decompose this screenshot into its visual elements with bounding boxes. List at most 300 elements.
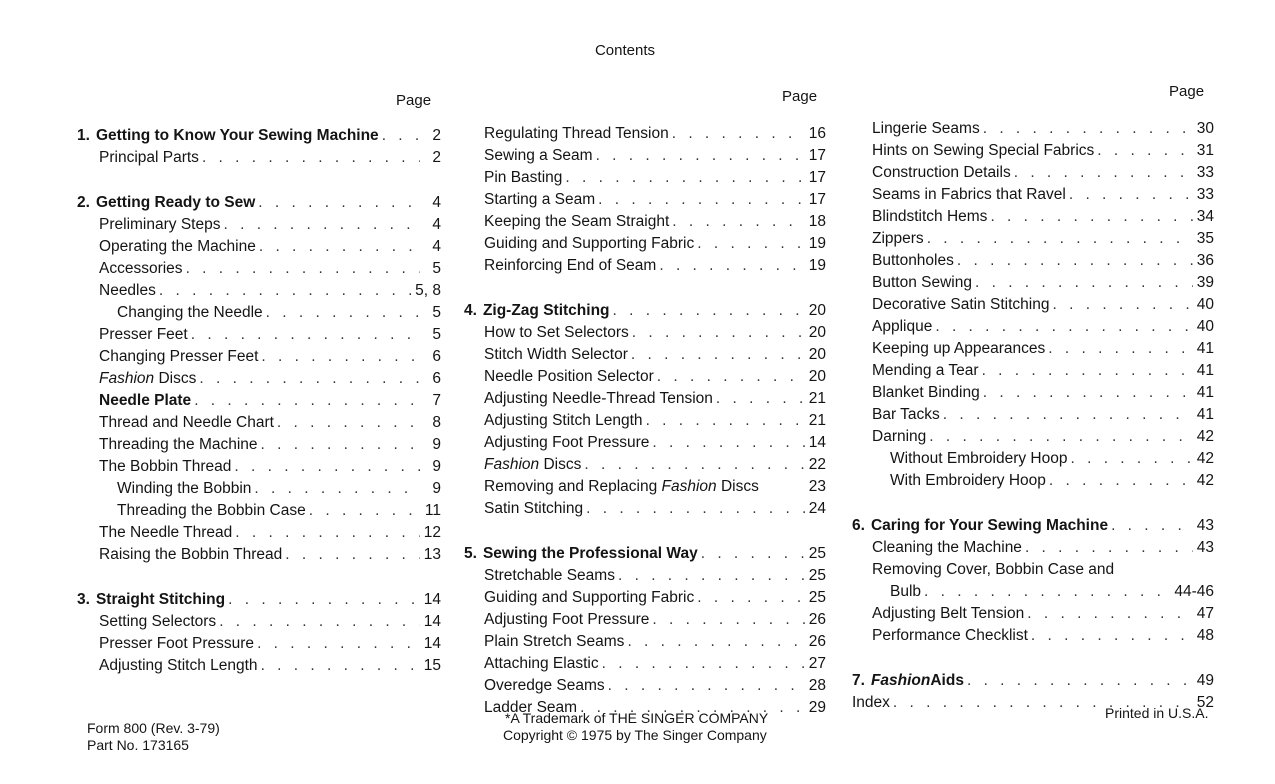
dot-leader bbox=[565, 168, 805, 187]
entry-title bbox=[96, 590, 225, 609]
entry-title bbox=[464, 477, 759, 496]
page-number: 8 bbox=[432, 414, 441, 431]
toc-entry bbox=[77, 454, 441, 476]
entry-title-part: Adjusting Stitch Length bbox=[484, 412, 643, 429]
entry-title bbox=[871, 516, 1108, 535]
page-number: 30 bbox=[1196, 120, 1214, 137]
dot-leader bbox=[258, 193, 420, 212]
page-number: 39 bbox=[1196, 274, 1214, 291]
toc-entry bbox=[464, 452, 826, 474]
dot-leader bbox=[1048, 339, 1193, 358]
page-number: 6 bbox=[432, 348, 441, 365]
page-number: 35 bbox=[1196, 230, 1214, 247]
toc-column-2 bbox=[464, 121, 826, 717]
toc-entry bbox=[77, 609, 441, 631]
entry-title bbox=[464, 389, 713, 408]
page-number: 16 bbox=[808, 125, 826, 142]
printed-in-note: Printed in U.S.A. bbox=[1105, 705, 1209, 721]
toc-entry bbox=[464, 121, 826, 143]
toc-column-1 bbox=[77, 123, 441, 675]
dot-leader bbox=[927, 229, 1193, 248]
page-number: 26 bbox=[808, 611, 826, 628]
form-number: Form 800 (Rev. 3-79) bbox=[87, 720, 220, 736]
toc-entry bbox=[77, 234, 441, 256]
entry-title bbox=[464, 124, 669, 143]
section-number: 3. bbox=[77, 591, 90, 608]
dot-leader bbox=[613, 301, 805, 320]
page-number: 19 bbox=[808, 235, 826, 252]
entry-title-part: Needles bbox=[99, 282, 156, 299]
entry-title bbox=[464, 455, 581, 474]
entry-title-part: Adjusting Belt Tension bbox=[872, 605, 1025, 622]
entry-title bbox=[77, 545, 282, 564]
entry-title-part: Needle Plate bbox=[99, 392, 192, 409]
entry-title bbox=[852, 207, 987, 226]
entry-title bbox=[852, 251, 954, 270]
entry-title-part: Starting a Seam bbox=[484, 191, 596, 208]
entry-title bbox=[464, 632, 624, 651]
toc-entry bbox=[852, 557, 1214, 579]
page-number: 14 bbox=[808, 434, 826, 451]
page-number: 40 bbox=[1196, 296, 1214, 313]
entry-title-part: Preliminary Steps bbox=[99, 216, 221, 233]
entry-title-part: Needle Position Selector bbox=[484, 368, 654, 385]
entry-title bbox=[852, 163, 1011, 182]
page-number: 4 bbox=[432, 194, 441, 211]
dot-leader bbox=[228, 590, 420, 609]
toc-entry bbox=[464, 143, 826, 165]
entry-title bbox=[464, 566, 615, 585]
dot-leader bbox=[982, 361, 1193, 380]
toc-entry bbox=[77, 410, 441, 432]
entry-title bbox=[852, 693, 890, 712]
page-number: 17 bbox=[808, 191, 826, 208]
section-number: 7. bbox=[852, 672, 865, 689]
toc-entry bbox=[464, 253, 826, 275]
page-number: 47 bbox=[1196, 605, 1214, 622]
entry-title bbox=[852, 626, 1028, 645]
dot-leader bbox=[598, 190, 805, 209]
toc-entry bbox=[77, 145, 441, 167]
toc-entry bbox=[464, 342, 826, 364]
dot-leader bbox=[608, 676, 805, 695]
toc-entry bbox=[852, 579, 1214, 601]
dot-leader bbox=[943, 405, 1193, 424]
page-number: 6 bbox=[432, 370, 441, 387]
entry-title bbox=[77, 457, 231, 476]
toc-entry bbox=[77, 498, 441, 520]
page-number: 2 bbox=[432, 149, 441, 166]
entry-title-part: Decorative Satin Stitching bbox=[872, 296, 1050, 313]
entry-title-part: Fashion bbox=[484, 456, 540, 473]
entry-title-part: The Bobbin Thread bbox=[99, 458, 232, 475]
dot-leader bbox=[382, 126, 420, 145]
entry-title-part: The Needle Thread bbox=[99, 524, 233, 541]
entry-title bbox=[464, 190, 595, 209]
entry-title-part: Zig-Zag Stitching bbox=[482, 302, 610, 319]
entry-title bbox=[77, 413, 274, 432]
entry-title bbox=[852, 383, 980, 402]
toc-entry bbox=[464, 386, 826, 408]
entry-title-part: Fashion bbox=[870, 672, 931, 689]
entry-title-part: Buttonholes bbox=[872, 252, 954, 269]
entry-title-part: Presser Feet bbox=[99, 326, 188, 343]
toc-entry bbox=[77, 300, 441, 322]
dot-leader bbox=[234, 457, 420, 476]
entry-title bbox=[77, 501, 306, 520]
dot-leader bbox=[631, 345, 805, 364]
toc-entry bbox=[852, 380, 1214, 402]
dot-leader bbox=[983, 119, 1193, 138]
entry-title bbox=[483, 301, 610, 320]
entry-title bbox=[852, 449, 1067, 468]
entry-title bbox=[464, 411, 643, 430]
entry-title bbox=[464, 588, 694, 607]
page-number: 9 bbox=[432, 458, 441, 475]
entry-title-part: Satin Stitching bbox=[484, 500, 584, 517]
entry-title-part: Button Sewing bbox=[872, 274, 972, 291]
toc-entry bbox=[77, 278, 441, 300]
toc-entry bbox=[77, 256, 441, 278]
toc-entry bbox=[77, 123, 441, 145]
entry-title bbox=[77, 347, 258, 366]
page-number: 25 bbox=[808, 545, 826, 562]
entry-title bbox=[77, 369, 196, 388]
page-number: 41 bbox=[1196, 406, 1214, 423]
entry-title-part: Raising the Bobbin Thread bbox=[99, 546, 283, 563]
page-number: 24 bbox=[808, 500, 826, 517]
section-number: 1. bbox=[77, 127, 90, 144]
entry-title-part: Thread and Needle Chart bbox=[99, 414, 274, 431]
dot-leader bbox=[261, 656, 420, 675]
toc-entry bbox=[464, 165, 826, 187]
toc-entry bbox=[77, 542, 441, 564]
page-number: 49 bbox=[1196, 672, 1214, 689]
toc-entry bbox=[464, 629, 826, 651]
dot-leader bbox=[975, 273, 1193, 292]
entry-title-part: Threading the Bobbin Case bbox=[117, 502, 306, 519]
page-number: 25 bbox=[808, 567, 826, 584]
toc-entry bbox=[464, 209, 826, 231]
toc-entry bbox=[77, 631, 441, 653]
toc-entry bbox=[464, 474, 826, 496]
page-number: 41 bbox=[1196, 340, 1214, 357]
entry-title-part: Operating the Machine bbox=[99, 238, 256, 255]
dot-leader bbox=[202, 148, 420, 167]
entry-title-part: Fashion bbox=[661, 478, 717, 495]
entry-title-part: Lingerie Seams bbox=[872, 120, 980, 137]
toc-entry bbox=[464, 607, 826, 629]
dot-leader bbox=[672, 212, 805, 231]
page-number: 25 bbox=[808, 589, 826, 606]
entry-title bbox=[77, 435, 258, 454]
page-number: 26 bbox=[808, 633, 826, 650]
dot-leader bbox=[235, 523, 420, 542]
page-number: 4 bbox=[432, 238, 441, 255]
page-number: 14 bbox=[423, 635, 441, 652]
toc-entry bbox=[77, 587, 441, 609]
toc-entry bbox=[464, 563, 826, 585]
page-number: 20 bbox=[808, 346, 826, 363]
page-number: 48 bbox=[1196, 627, 1214, 644]
toc-entry bbox=[77, 476, 441, 498]
page-number: 29 bbox=[808, 699, 826, 716]
page-number: 33 bbox=[1196, 186, 1214, 203]
entry-title-part: Index bbox=[852, 694, 890, 711]
entry-title bbox=[852, 317, 932, 336]
entry-title bbox=[852, 273, 972, 292]
page-number: 5 bbox=[432, 304, 441, 321]
toc-entry bbox=[77, 322, 441, 344]
entry-title-part: Keeping up Appearances bbox=[872, 340, 1046, 357]
page-number: 4 bbox=[432, 216, 441, 233]
section-number: 5. bbox=[464, 545, 477, 562]
section-number: 6. bbox=[852, 517, 865, 534]
entry-title bbox=[77, 479, 251, 498]
entry-title bbox=[852, 560, 1114, 579]
entry-title bbox=[77, 325, 188, 344]
entry-title-part: Darning bbox=[872, 428, 927, 445]
entry-title-part: Fashion bbox=[99, 370, 155, 387]
dot-leader bbox=[266, 303, 420, 322]
entry-title bbox=[464, 499, 583, 518]
entry-title bbox=[77, 523, 232, 542]
entry-title-part: Adjusting Foot Pressure bbox=[484, 434, 650, 451]
page-number: 43 bbox=[1196, 517, 1214, 534]
dot-leader bbox=[1027, 604, 1193, 623]
entry-title bbox=[852, 141, 1094, 160]
dot-leader bbox=[1014, 163, 1193, 182]
dot-leader bbox=[1049, 471, 1193, 490]
entry-title-part: Accessories bbox=[99, 260, 183, 277]
entry-title-part: Straight Stitching bbox=[95, 591, 226, 608]
dot-leader bbox=[257, 634, 420, 653]
entry-title bbox=[464, 345, 628, 364]
entry-title bbox=[464, 234, 694, 253]
dot-leader bbox=[254, 479, 420, 498]
entry-title bbox=[852, 538, 1022, 557]
entry-title-part: Adjusting Foot Pressure bbox=[484, 611, 650, 628]
entry-title-part: Blindstitch Hems bbox=[872, 208, 988, 225]
dot-leader bbox=[219, 612, 420, 631]
page-number: 5 bbox=[432, 260, 441, 277]
dot-leader bbox=[618, 566, 805, 585]
dot-leader bbox=[935, 317, 1193, 336]
page-number: 17 bbox=[808, 169, 826, 186]
entry-title bbox=[77, 281, 156, 300]
dot-leader bbox=[924, 582, 1171, 601]
toc-entry bbox=[464, 496, 826, 518]
section-number: 4. bbox=[464, 302, 477, 319]
page-number: 15 bbox=[423, 657, 441, 674]
entry-title-part: Bulb bbox=[890, 583, 922, 600]
entry-title bbox=[483, 544, 698, 563]
page-number: 33 bbox=[1196, 164, 1214, 181]
entry-title bbox=[871, 671, 964, 690]
toc-entry bbox=[464, 320, 826, 342]
dot-leader bbox=[701, 544, 805, 563]
entry-title-part: Removing and Replacing bbox=[484, 478, 662, 495]
part-number: Part No. 173165 bbox=[87, 737, 189, 753]
toc-entry bbox=[852, 402, 1214, 424]
toc-entry bbox=[77, 653, 441, 675]
dot-leader bbox=[261, 435, 420, 454]
dot-leader bbox=[716, 389, 805, 408]
dot-leader bbox=[1111, 516, 1193, 535]
entry-title bbox=[852, 471, 1046, 490]
toc-entry bbox=[77, 520, 441, 542]
toc-entry bbox=[464, 231, 826, 253]
entry-title-part: Discs bbox=[539, 456, 582, 473]
entry-title bbox=[464, 323, 629, 342]
dot-leader bbox=[277, 413, 420, 432]
entry-title bbox=[852, 405, 940, 424]
dot-leader bbox=[1025, 538, 1193, 557]
page-number: 11 bbox=[424, 502, 441, 519]
entry-title-part: Adjusting Needle-Thread Tension bbox=[484, 390, 713, 407]
toc-entry bbox=[852, 226, 1214, 248]
page-number: 43 bbox=[1196, 539, 1214, 556]
toc-entry bbox=[852, 160, 1214, 182]
dot-leader bbox=[646, 411, 805, 430]
entry-title bbox=[852, 185, 1066, 204]
page-number: 12 bbox=[423, 524, 441, 541]
entry-title-part: Overedge Seams bbox=[484, 677, 605, 694]
toc-entry bbox=[464, 364, 826, 386]
entry-title-part: Getting to Know Your Sewing Machine bbox=[95, 127, 379, 144]
dot-leader bbox=[659, 256, 805, 275]
dot-leader bbox=[957, 251, 1193, 270]
page-number: 14 bbox=[423, 613, 441, 630]
page-number: 23 bbox=[808, 478, 826, 495]
entry-title-part: Sewing a Seam bbox=[484, 147, 593, 164]
toc-entry bbox=[852, 116, 1214, 138]
entry-title bbox=[77, 303, 263, 322]
dot-leader bbox=[1097, 141, 1193, 160]
entry-title-part: Discs bbox=[154, 370, 197, 387]
page-number: 41 bbox=[1196, 362, 1214, 379]
dot-leader bbox=[199, 369, 420, 388]
toc-entry bbox=[852, 623, 1214, 645]
entry-title bbox=[464, 676, 605, 695]
entry-title-part: Mending a Tear bbox=[872, 362, 979, 379]
dot-leader bbox=[285, 545, 420, 564]
dot-leader bbox=[697, 588, 805, 607]
entry-title-part: Plain Stretch Seams bbox=[484, 633, 625, 650]
entry-title bbox=[77, 215, 220, 234]
dot-leader bbox=[983, 383, 1193, 402]
dot-leader bbox=[261, 347, 420, 366]
page-column-heading: Page bbox=[1169, 83, 1205, 100]
entry-title-part: Principal Parts bbox=[99, 149, 199, 166]
entry-title bbox=[77, 237, 256, 256]
page-number: 34 bbox=[1196, 208, 1214, 225]
entry-title bbox=[77, 148, 199, 167]
dot-leader bbox=[657, 367, 805, 386]
page-column-heading: Page bbox=[782, 88, 818, 105]
page-number: 20 bbox=[808, 302, 826, 319]
entry-title-part: Guiding and Supporting Fabric bbox=[484, 235, 695, 252]
page-number: 2 bbox=[432, 127, 441, 144]
entry-title bbox=[852, 339, 1045, 358]
dot-leader bbox=[652, 610, 805, 629]
entry-title-part: Reinforcing End of Seam bbox=[484, 257, 657, 274]
page-number: 36 bbox=[1196, 252, 1214, 269]
page-number: 21 bbox=[808, 412, 826, 429]
toc-entry bbox=[852, 424, 1214, 446]
toc-entry bbox=[852, 513, 1214, 535]
dot-leader bbox=[1070, 449, 1193, 468]
entry-title-part: Discs bbox=[716, 478, 759, 495]
toc-entry bbox=[464, 541, 826, 563]
toc-entry bbox=[464, 430, 826, 452]
toc-column-3 bbox=[852, 116, 1214, 712]
entry-title-part: Blanket Binding bbox=[872, 384, 980, 401]
entry-title-part: Aids bbox=[930, 672, 964, 689]
page-number: 42 bbox=[1196, 472, 1214, 489]
dot-leader bbox=[586, 499, 805, 518]
entry-title bbox=[464, 256, 656, 275]
entry-title-part: Adjusting Stitch Length bbox=[99, 657, 258, 674]
entry-title-part: Caring for Your Sewing Machine bbox=[870, 517, 1109, 534]
dot-leader bbox=[697, 234, 805, 253]
copyright-note: Copyright © 1975 by The Singer Company bbox=[503, 727, 767, 743]
page-number: 31 bbox=[1196, 142, 1214, 159]
entry-title-part: Keeping the Seam Straight bbox=[484, 213, 670, 230]
entry-title bbox=[852, 582, 921, 601]
toc-entry bbox=[852, 446, 1214, 468]
entry-title-part: Bar Tacks bbox=[872, 406, 940, 423]
dot-leader bbox=[259, 237, 420, 256]
page-number: 27 bbox=[808, 655, 826, 672]
entry-title bbox=[77, 391, 191, 410]
dot-leader bbox=[990, 207, 1193, 226]
toc-entry bbox=[464, 651, 826, 673]
entry-title bbox=[464, 654, 599, 673]
entry-title bbox=[852, 295, 1049, 314]
page-number: 9 bbox=[432, 480, 441, 497]
page-number: 5, 8 bbox=[415, 282, 441, 299]
toc-entry bbox=[77, 190, 441, 212]
toc-entry bbox=[852, 468, 1214, 490]
toc-entry bbox=[77, 388, 441, 410]
entry-title bbox=[852, 604, 1024, 623]
entry-title-part: Construction Details bbox=[872, 164, 1011, 181]
entry-title-part: Hints on Sewing Special Fabrics bbox=[872, 142, 1095, 159]
page-number: 21 bbox=[808, 390, 826, 407]
entry-title-part: Threading the Machine bbox=[99, 436, 258, 453]
dot-leader bbox=[1069, 185, 1193, 204]
toc-entry bbox=[464, 673, 826, 695]
page-number: 7 bbox=[432, 392, 441, 409]
entry-title bbox=[464, 146, 593, 165]
entry-title-part: Seams in Fabrics that Ravel bbox=[872, 186, 1066, 203]
toc-entry bbox=[852, 314, 1214, 336]
toc-entry bbox=[852, 248, 1214, 270]
entry-title-part: Applique bbox=[872, 318, 933, 335]
page-number: 42 bbox=[1196, 428, 1214, 445]
entry-title-part: Without Embroidery Hoop bbox=[890, 450, 1068, 467]
entry-title bbox=[464, 610, 649, 629]
toc-entry bbox=[77, 432, 441, 454]
page-column-heading: Page bbox=[396, 92, 432, 109]
entry-title-part: Sewing the Professional Way bbox=[482, 545, 698, 562]
entry-title bbox=[96, 193, 255, 212]
entry-title-part: Guiding and Supporting Fabric bbox=[484, 589, 695, 606]
dot-leader bbox=[929, 427, 1193, 446]
entry-title-part: Stitch Width Selector bbox=[484, 346, 628, 363]
toc-entry bbox=[464, 298, 826, 320]
